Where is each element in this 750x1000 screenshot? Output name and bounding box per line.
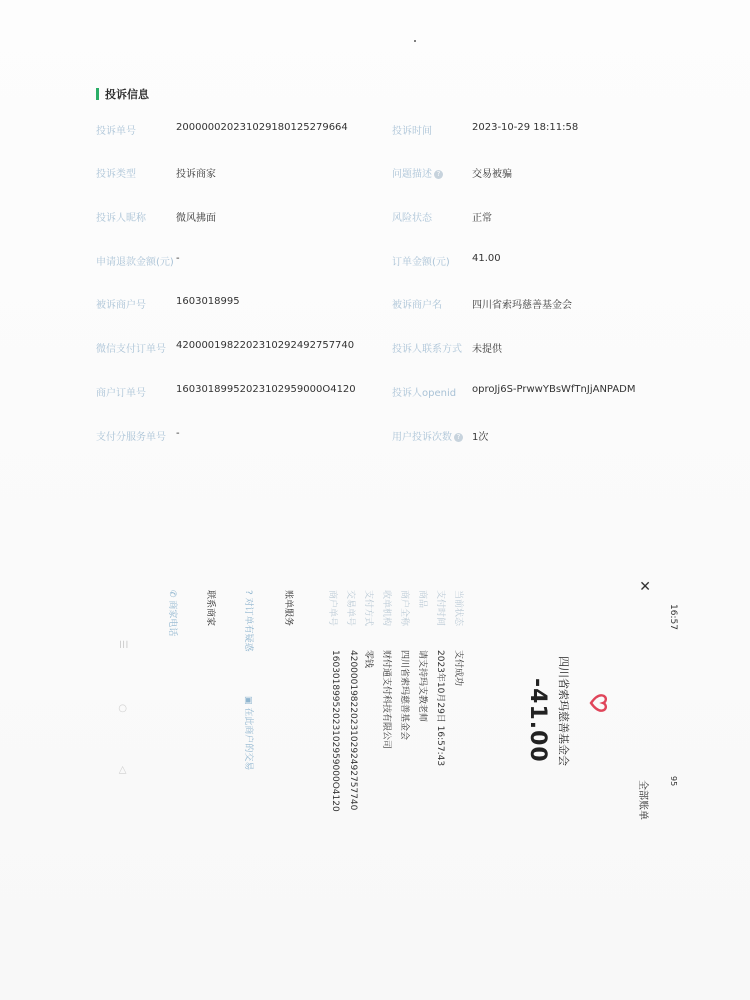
contact-link-label: 商家电话 bbox=[167, 600, 177, 637]
field-label: 订单金额(元) bbox=[392, 257, 450, 268]
field-value: 四川省索玛慈善基金会 bbox=[472, 300, 572, 311]
field-label: 申请退款金额(元) bbox=[96, 257, 174, 268]
row-value: 零钱 bbox=[363, 650, 373, 669]
scan-speck bbox=[414, 40, 416, 42]
nav-title: 全部账单 bbox=[637, 780, 648, 820]
contact-phone-link[interactable] bbox=[167, 590, 180, 636]
accent-bar bbox=[96, 88, 99, 100]
contact-title: 联系商家 bbox=[205, 590, 215, 627]
battery-indicator: 95 bbox=[669, 776, 678, 787]
row-value: 支付成功 bbox=[453, 650, 463, 687]
field-value: oproJj6S-PrwwYBsWfTnJjANPADM bbox=[472, 384, 636, 395]
field-value: 未提供 bbox=[472, 344, 502, 355]
field-value: 41.00 bbox=[472, 253, 501, 264]
row-label: 支付方式 bbox=[363, 590, 373, 627]
service-link-label: 在此商户的交易 bbox=[243, 707, 253, 771]
field-value: 交易被骗 bbox=[472, 169, 512, 180]
field-label: 微信支付订单号 bbox=[96, 344, 166, 355]
field-label: 投诉单号 bbox=[96, 126, 136, 137]
row-label: 商品 bbox=[417, 590, 427, 609]
row-value: 2023年10月29日 16:57:43 bbox=[435, 650, 445, 767]
field-value: 1603018995 bbox=[176, 296, 240, 307]
field-value: 微风拂面 bbox=[176, 213, 216, 224]
back-icon[interactable]: ◁ bbox=[117, 766, 128, 774]
field-value: 正常 bbox=[472, 213, 492, 224]
field-label: 商户订单号 bbox=[96, 388, 146, 399]
field-label: 支付分服务单号 bbox=[96, 432, 166, 443]
field-value: 200000020231029180125279664 bbox=[176, 122, 348, 133]
menu-icon[interactable]: ☰ bbox=[117, 640, 128, 649]
field-label bbox=[392, 165, 443, 180]
service-link-merchant-trades[interactable] bbox=[243, 696, 256, 770]
field-value: - bbox=[176, 253, 180, 264]
field-label: 投诉时间 bbox=[392, 126, 432, 137]
row-label: 支付时间 bbox=[435, 590, 445, 627]
field-label: 被诉商户号 bbox=[96, 300, 146, 311]
field-label: 投诉人openid bbox=[392, 388, 457, 399]
field-label: 投诉人联系方式 bbox=[392, 344, 462, 355]
field-label-text: 问题描述 bbox=[392, 169, 432, 180]
help-icon[interactable]: ? bbox=[454, 433, 463, 442]
row-value: 4200001982202310292492757740 bbox=[348, 650, 358, 811]
field-value: 1次 bbox=[472, 432, 489, 443]
section-header bbox=[96, 86, 149, 102]
amount: -41.00 bbox=[525, 678, 550, 763]
field-label: 投诉类型 bbox=[96, 169, 136, 180]
service-link-doubt[interactable] bbox=[243, 590, 256, 652]
row-value: 16030189952023102959000O4120 bbox=[330, 650, 340, 812]
store-icon: ▣ bbox=[243, 696, 253, 705]
heart-logo-icon bbox=[588, 692, 610, 714]
field-label: 被诉商户名 bbox=[392, 300, 442, 311]
service-title: 账单服务 bbox=[283, 590, 293, 627]
status-time: 16:57 bbox=[668, 604, 678, 630]
row-label: 当前状态 bbox=[453, 590, 463, 627]
payment-receipt-screenshot bbox=[100, 580, 700, 840]
question-icon: ? bbox=[243, 590, 253, 595]
row-value: 财付通支付科技有限公司 bbox=[381, 650, 391, 750]
field-label bbox=[392, 428, 463, 443]
home-icon[interactable]: ○ bbox=[117, 704, 128, 713]
row-label: 商户全称 bbox=[399, 590, 409, 627]
row-value: 请支持玛支教老师 bbox=[417, 650, 427, 723]
row-label: 交易单号 bbox=[345, 590, 355, 627]
row-label: 商户单号 bbox=[327, 590, 337, 627]
close-icon[interactable]: ✕ bbox=[636, 580, 652, 592]
help-icon[interactable]: ? bbox=[434, 170, 443, 179]
field-value: 投诉商家 bbox=[176, 169, 216, 180]
merchant-name: 四川省索玛慈善基金会 bbox=[557, 656, 570, 766]
service-link-label: 对订单有疑惑 bbox=[243, 597, 253, 652]
field-value: 2023-10-29 18:11:58 bbox=[472, 122, 579, 133]
field-value: - bbox=[176, 428, 180, 439]
phone-icon: ✆ bbox=[167, 590, 177, 598]
field-label: 投诉人昵称 bbox=[96, 213, 146, 224]
row-label: 收单机构 bbox=[381, 590, 391, 627]
field-value: 4200001982202310292492757740 bbox=[176, 340, 355, 351]
section-title: 投诉信息 bbox=[105, 88, 149, 101]
field-label-text: 用户投诉次数 bbox=[392, 432, 452, 443]
row-value: 四川省索玛慈善基金会 bbox=[399, 650, 409, 741]
field-value: 16030189952023102959000O4120 bbox=[176, 384, 356, 395]
field-label: 风险状态 bbox=[392, 213, 432, 224]
